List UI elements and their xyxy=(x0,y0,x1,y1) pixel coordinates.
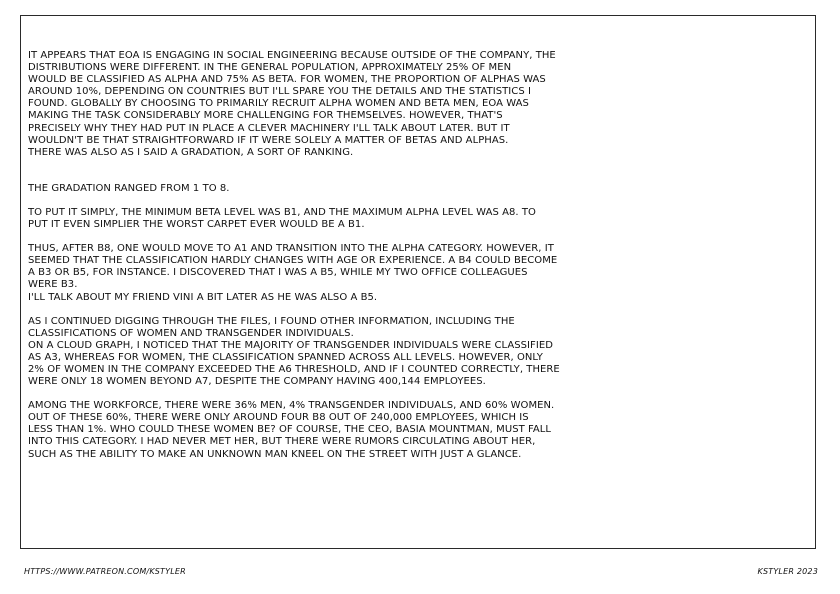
paragraph-3: TO PUT IT SIMPLY, THE MINIMUM BETA LEVEL WAS B1, AND THE MAXIMUM ALPHA LEVEL WAS A8. TO PUT IT EVEN SIMPLIER THE WORST CARPET EVER WOULD BE A B1. xyxy=(28,206,536,231)
paragraph-2: THE GRADATION RANGED FROM 1 TO 8. xyxy=(28,182,230,194)
paragraph-6: AMONG THE WORKFORCE, THERE WERE 36% MEN, 4% TRANSGENDER INDIVIDUALS, AND 60% WOMEN. OUT OF THESE 60%, THERE WERE ONLY AROUND FOUR B8 OUT OF 240,000 EMPLOYEES, WHICH IS LESS THAN 1%. WHO COULD THESE WOMEN BE? OF COURSE, THE CEO, BASIA MOUNTMAN, MUST FALL INTO THIS CATEGORY. I HAD NEVER MET HER, BUT THERE WERE RUMORS CIRCULATING ABOUT HER, SUCH AS THE ABILITY TO MAKE AN UNKNOWN MAN KNEEL ON THE STREET WITH JUST A GLANCE. xyxy=(28,400,555,460)
paragraph-4: THUS, AFTER B8, ONE WOULD MOVE TO A1 AND TRANSITION INTO THE ALPHA CATEGORY. HOWEVER, IT SEEMED THAT THE CLASSIFICATION HARDLY CHANGES WITH AGE OR EXPERIENCE. A B4 COULD BECOME A B3 OR B5, FOR INSTANCE. I DISCOVERED THAT I WAS A B5, WHILE MY TWO OFFICE COLLEAGUES WERE B3. I'LL TALK ABOUT MY FRIEND VINI A BIT LATER AS HE WAS ALSO A B5. xyxy=(28,243,558,303)
text-panel xyxy=(20,15,816,549)
paragraph-5: AS I CONTINUED DIGGING THROUGH THE FILES, I FOUND OTHER INFORMATION, INCLUDING THE CLASSIFICATIONS OF WOMEN AND TRANSGENDER INDIVIDUALS. ON A CLOUD GRAPH, I NOTICED THAT THE MAJORITY OF TRANSGENDER INDIVIDUALS WERE CLASSIFIED AS A3, WHEREAS FOR WOMEN, THE CLASSIFICATION SPANNED ACROSS ALL LEVELS. HOWEVER, ONLY 2% OF WOMEN IN THE COMPANY EXCEEDED THE A6 THRESHOLD, AND IF I COUNTED CORRECTLY, THERE WERE ONLY 18 WOMEN BEYOND A7, DESPITE THE COMPANY HAVING 400,144 EMPLOYEES. xyxy=(28,315,560,388)
story-text xyxy=(28,50,810,461)
author-credit: KSTYLER 2023 xyxy=(757,567,818,576)
patreon-link[interactable]: HTTPS://WWW.PATREON.COM/KSTYLER xyxy=(24,567,186,576)
paragraph-1: IT APPEARS THAT EOA IS ENGAGING IN SOCIAL ENGINEERING BECAUSE OUTSIDE OF THE COMPANY, THE DISTRIBUTIONS WERE DIFFERENT. IN THE GENERAL POPULATION, APPROXIMATELY 25% OF MEN WOULD BE CLASSIFIED AS ALPHA AND 75% AS BETA. FOR WOMEN, THE PROPORTION OF ALPHAS WAS AROUND 10%, DEPENDING ON COUNTRIES BUT I'LL SPARE YOU THE DETAILS AND THE STATISTICS I FOUND. GLOBALLY BY CHOOSING TO PRIMARILY RECRUIT ALPHA WOMEN AND BETA MEN, EOA WAS MAKING THE TASK CONSIDERABLY MORE CHALLENGING FOR THEMSELVES. HOWEVER, THAT'S PRECISELY WHY THEY HAD PUT IN PLACE A CLEVER MACHINERY I'LL TALK ABOUT LATER. BUT IT WOULDN'T BE THAT STRAIGHTFORWARD IF IT WERE SOLELY A MATTER OF BETAS AND ALPHAS. THERE WAS ALSO AS I SAID A GRADATION, A SORT OF RANKING. xyxy=(28,50,556,158)
